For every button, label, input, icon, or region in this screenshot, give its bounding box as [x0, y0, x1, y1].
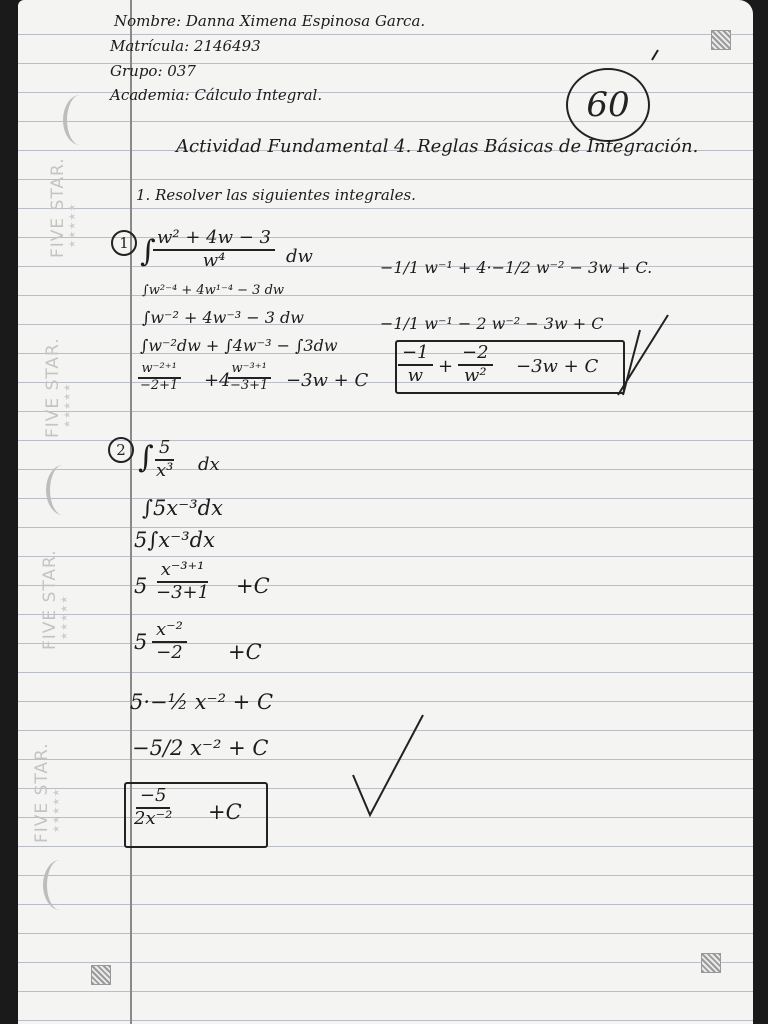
answer-tail: +C	[208, 800, 242, 824]
denominator: w	[407, 364, 423, 386]
step-line: −1/1 w⁻¹ + 4·−1/2 w⁻² − 3w + C.	[380, 258, 653, 277]
denominator: −3+1	[230, 377, 269, 393]
problem-number: 2	[108, 437, 134, 463]
step-term: −3w + C	[286, 370, 369, 391]
denominator: −2+1	[140, 377, 179, 393]
step-lead: 5	[134, 630, 148, 654]
integral-sign: ∫	[138, 440, 154, 475]
academy: Academia: Cálculo Integral.	[110, 86, 323, 104]
student-name: Nombre: Danna Ximena Espinosa Garca.	[114, 12, 426, 30]
integral-sign: ∫	[140, 234, 156, 269]
step-line: −5/2 x⁻² + C	[132, 736, 269, 760]
numerator: w² + 4w − 3	[153, 228, 275, 251]
brand-stars: ★★★★★	[68, 202, 78, 248]
problem-number: 1	[111, 230, 137, 256]
denominator: w⁴	[202, 249, 226, 271]
notebook-page	[18, 0, 753, 1024]
step-line: ∫w⁻²dw + ∫4w⁻³ − ∫3dw	[140, 336, 338, 355]
denominator: w²	[463, 364, 487, 386]
step-line: 5·−½ x⁻² + C	[130, 690, 274, 714]
checkmark-icon	[353, 715, 423, 815]
brand-text: FIVE STAR.	[48, 157, 68, 258]
step-line: −1/1 w⁻¹ − 2 w⁻² − 3w + C	[380, 314, 604, 333]
step-tail: +C	[236, 574, 270, 598]
step-line: 5∫x⁻³dx	[134, 528, 215, 552]
step-tail: +C	[228, 640, 262, 664]
step-line: ∫w²⁻⁴ + 4w¹⁻⁴ − 3 dw	[142, 283, 285, 298]
page-title: Actividad Fundamental 4. Reglas Básicas de Integración.	[176, 136, 699, 157]
numerator: −1	[398, 343, 433, 366]
denominator: −2	[156, 641, 183, 663]
instruction: 1. Resolver las siguientes integrales.	[136, 186, 416, 204]
differential: dx	[198, 454, 220, 475]
answer-term: −3w + C	[516, 356, 599, 377]
grade-slash	[652, 50, 658, 60]
group: Grupo: 037	[110, 62, 196, 80]
brand-text: FIVE STAR.	[43, 337, 63, 438]
brand-stars: ★★★★★	[63, 382, 73, 428]
numerator: −2	[458, 343, 493, 366]
numerator: w⁻²⁺¹	[138, 362, 181, 379]
numerator: 5	[155, 438, 174, 461]
grade-mark: 60	[566, 68, 650, 142]
step-line: ∫w⁻² + 4w⁻³ − 3 dw	[142, 308, 304, 327]
denominator: x³	[156, 459, 174, 481]
numerator: x⁻²	[152, 620, 187, 643]
step-line: ∫5x⁻³dx	[142, 496, 223, 520]
brand-text: FIVE STAR.	[40, 549, 60, 650]
brand-text: FIVE STAR.	[32, 742, 52, 843]
step-term: +4	[204, 370, 231, 391]
denominator: 2x⁻²	[134, 807, 173, 829]
cross-mark-icon	[618, 315, 668, 395]
differential: dw	[286, 246, 313, 267]
numerator: −5	[136, 786, 171, 809]
brand-stars: ★★★★★	[52, 787, 62, 833]
answer-term: +	[438, 356, 454, 377]
numerator: x⁻³⁺¹	[157, 560, 209, 583]
brand-stars: ★★★★★	[60, 594, 70, 640]
step-lead: 5	[134, 574, 148, 598]
grader-marks	[18, 0, 753, 1024]
numerator: w⁻³⁺¹	[228, 362, 271, 379]
denominator: −3+1	[156, 581, 210, 603]
student-id: Matrícula: 2146493	[110, 37, 261, 55]
